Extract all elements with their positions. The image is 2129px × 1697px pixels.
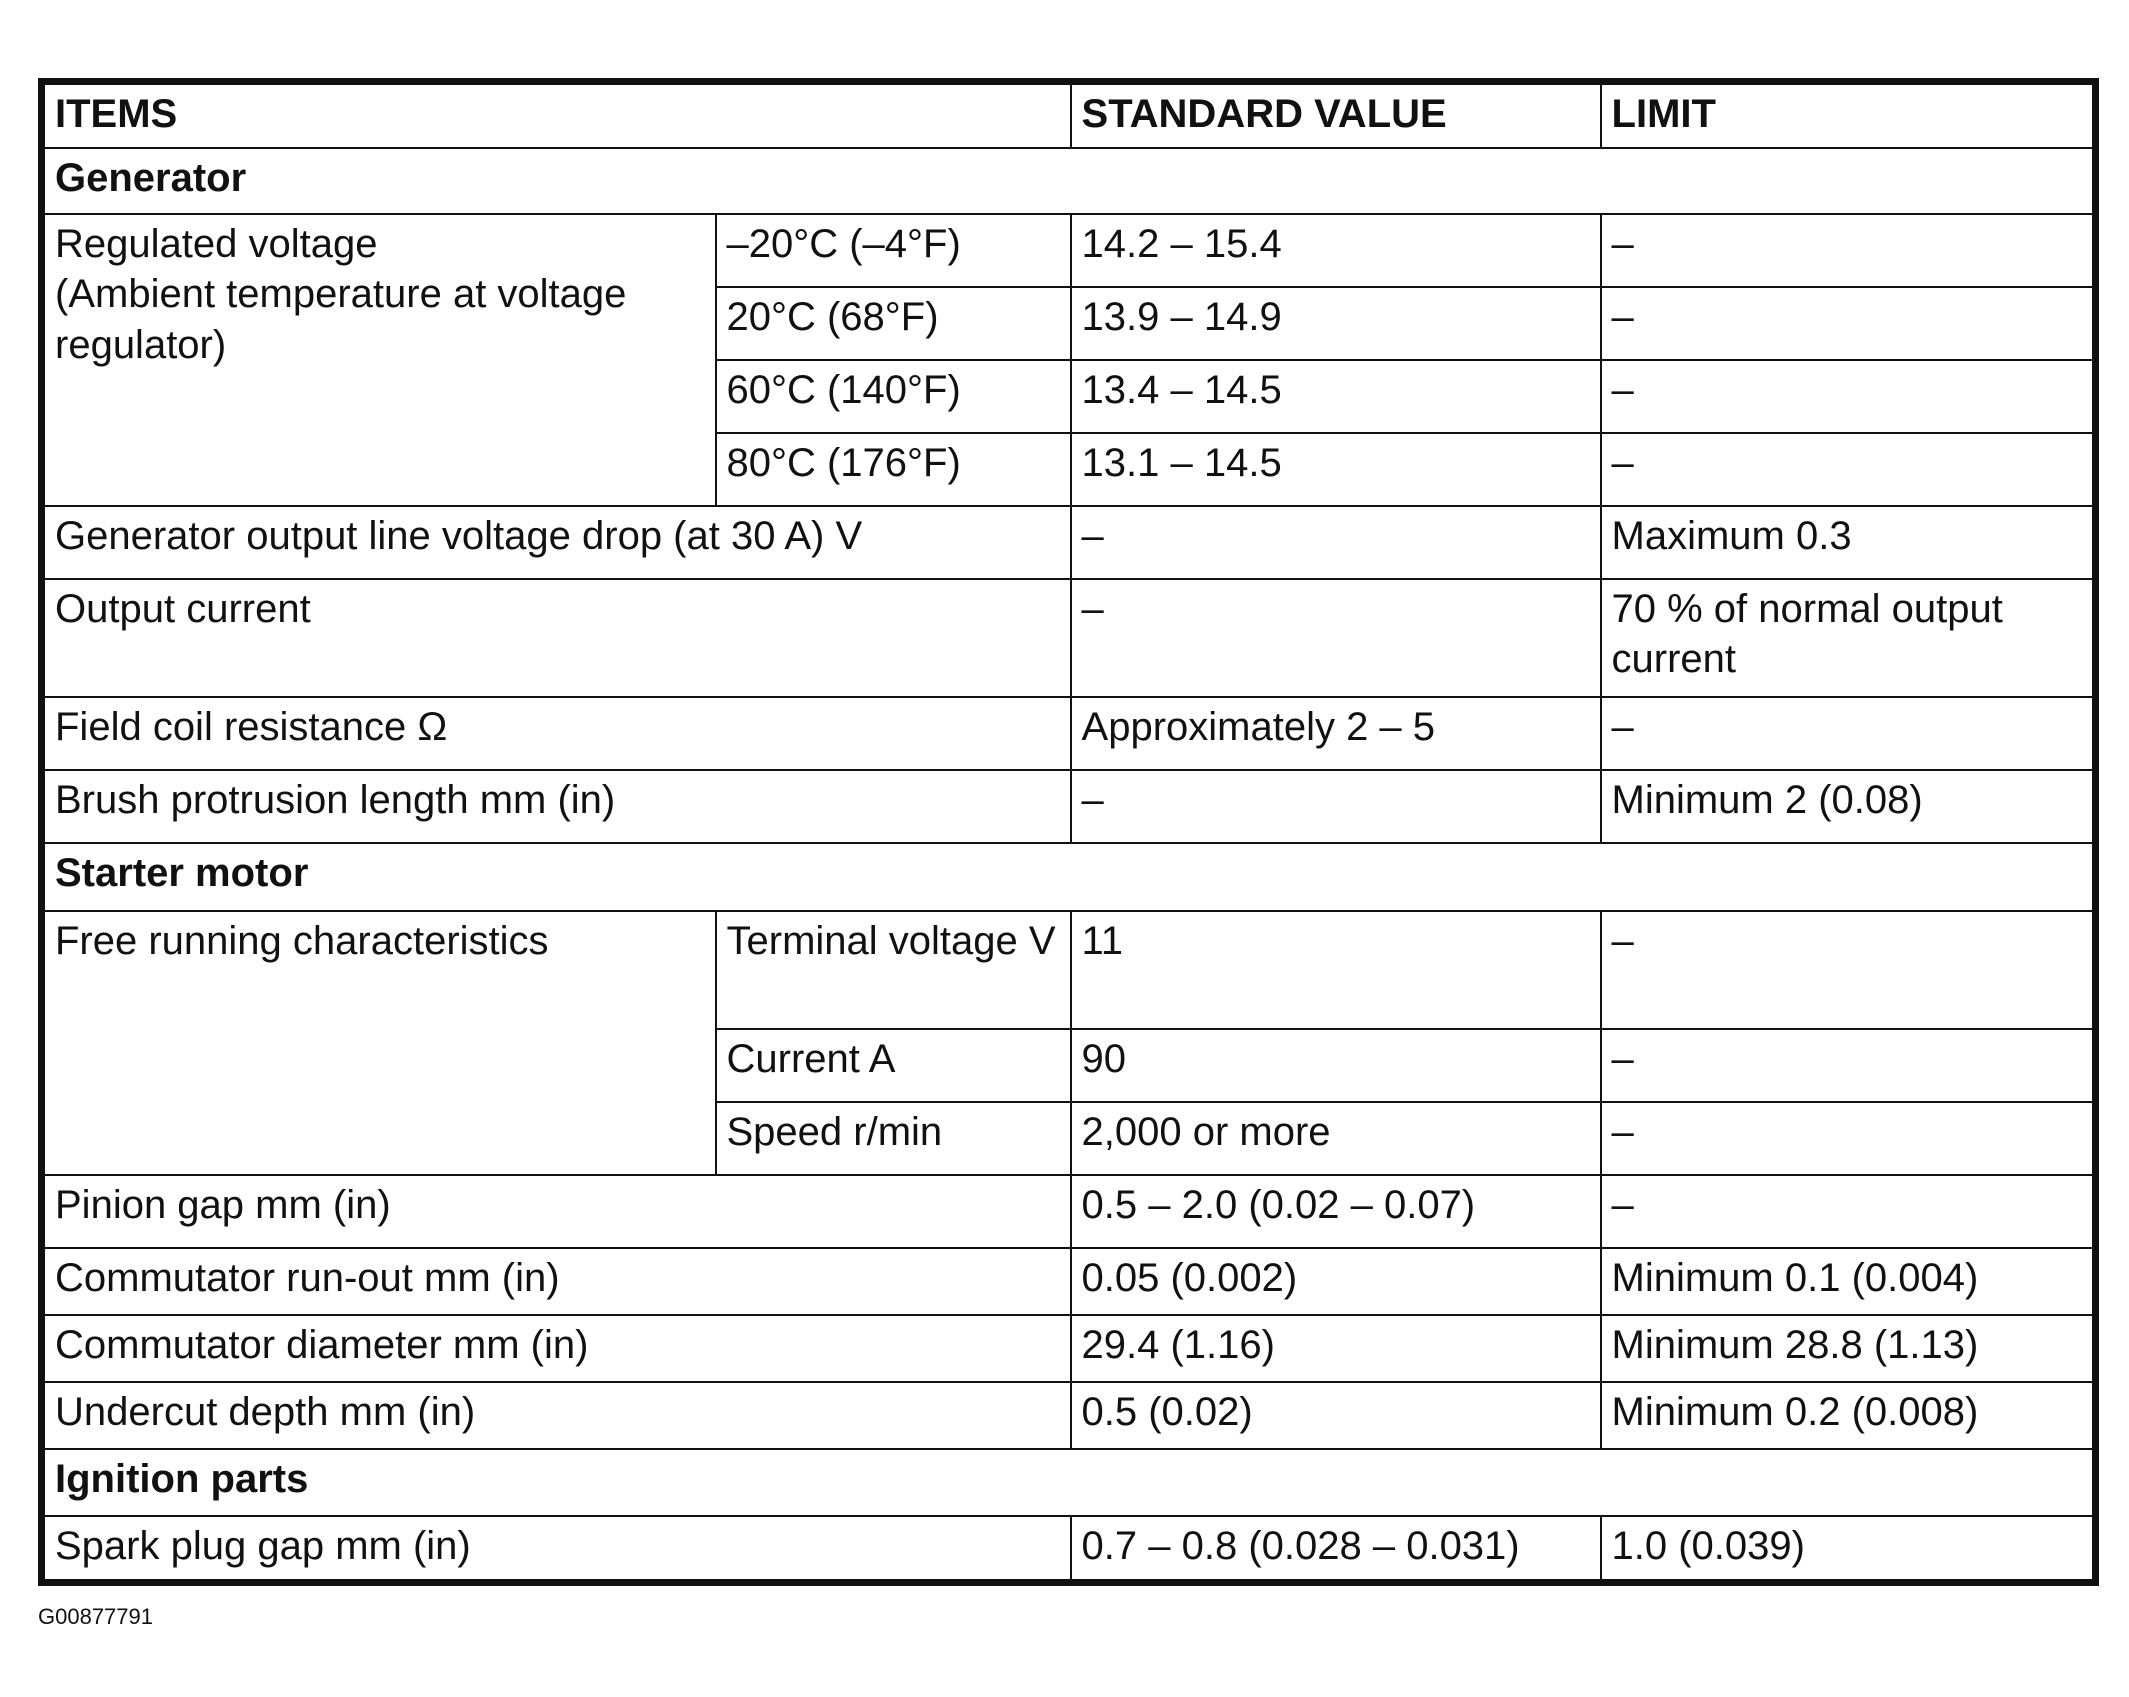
header-limit: LIMIT <box>1601 82 2096 148</box>
item-cell: Undercut depth mm (in) <box>42 1382 1071 1449</box>
table-header-row <box>42 82 2096 148</box>
section-row-ignition-parts <box>42 1449 2096 1516</box>
table-row <box>42 1175 2096 1248</box>
item-cell: Commutator run-out mm (in) <box>42 1248 1071 1315</box>
table-row <box>42 1315 2096 1382</box>
item-cell: Brush protrusion length mm (in) <box>42 770 1071 843</box>
table-row <box>42 214 2096 287</box>
temp-cell: 80°C (176°F) <box>716 433 1071 506</box>
limit-cell: Minimum 28.8 (1.13) <box>1601 1315 2096 1382</box>
limit-cell: Maximum 0.3 <box>1601 506 2096 579</box>
standard-cell: – <box>1071 506 1601 579</box>
section-row-starter-motor <box>42 843 2096 911</box>
limit-cell: – <box>1601 360 2096 433</box>
standard-cell: 13.9 – 14.9 <box>1071 287 1601 360</box>
limit-cell: Minimum 2 (0.08) <box>1601 770 2096 843</box>
limit-cell: – <box>1601 697 2096 770</box>
param-cell: Current A <box>716 1029 1071 1102</box>
limit-cell: – <box>1601 1175 2096 1248</box>
header-items: ITEMS <box>42 82 1071 148</box>
standard-cell: – <box>1071 579 1601 697</box>
free-running-label: Free running characteristics <box>42 911 716 1175</box>
limit-cell: Minimum 0.1 (0.004) <box>1601 1248 2096 1315</box>
regulated-voltage-label <box>42 214 716 506</box>
table-row <box>42 770 2096 843</box>
limit-cell: – <box>1601 911 2096 1029</box>
section-title-generator: Generator <box>42 148 2096 214</box>
table-row <box>42 1248 2096 1315</box>
standard-cell: 0.05 (0.002) <box>1071 1248 1601 1315</box>
limit-cell: – <box>1601 214 2096 287</box>
standard-cell: 11 <box>1071 911 1601 1029</box>
item-cell: Commutator diameter mm (in) <box>42 1315 1071 1382</box>
temp-cell: –20°C (–4°F) <box>716 214 1071 287</box>
header-standard-value: STANDARD VALUE <box>1071 82 1601 148</box>
standard-cell: 14.2 – 15.4 <box>1071 214 1601 287</box>
limit-cell: Minimum 0.2 (0.008) <box>1601 1382 2096 1449</box>
item-cell: Generator output line voltage drop (at 30 A) V <box>42 506 1071 579</box>
specifications-table <box>38 78 2099 1586</box>
standard-cell: Approximately 2 – 5 <box>1071 697 1601 770</box>
limit-cell: – <box>1601 433 2096 506</box>
table-row <box>42 1382 2096 1449</box>
table-row <box>42 579 2096 697</box>
standard-cell: 13.1 – 14.5 <box>1071 433 1601 506</box>
param-cell: Speed r/min <box>716 1102 1071 1175</box>
param-cell: Terminal voltage V <box>716 911 1071 1029</box>
standard-cell: 0.5 (0.02) <box>1071 1382 1601 1449</box>
limit-cell: – <box>1601 1102 2096 1175</box>
standard-cell: 2,000 or more <box>1071 1102 1601 1175</box>
table-row <box>42 1516 2096 1583</box>
item-cell: Pinion gap mm (in) <box>42 1175 1071 1248</box>
limit-cell: 1.0 (0.039) <box>1601 1516 2096 1583</box>
standard-cell: 13.4 – 14.5 <box>1071 360 1601 433</box>
limit-cell: – <box>1601 287 2096 360</box>
figure-id: G00877791 <box>38 1604 153 1629</box>
section-row-generator <box>42 148 2096 214</box>
limit-cell: 70 % of normal output current <box>1601 579 2096 697</box>
standard-cell: 0.5 – 2.0 (0.02 – 0.07) <box>1071 1175 1601 1248</box>
item-cell: Output current <box>42 579 1071 697</box>
table-row <box>42 506 2096 579</box>
limit-cell: – <box>1601 1029 2096 1102</box>
table-row <box>42 911 2096 1029</box>
standard-cell: – <box>1071 770 1601 843</box>
item-cell: Spark plug gap mm (in) <box>42 1516 1071 1583</box>
section-title-ignition-parts: Ignition parts <box>42 1449 2096 1516</box>
regulated-voltage-text: Regulated voltage (Ambient temperature at voltage regulator) <box>55 221 627 368</box>
standard-cell: 0.7 – 0.8 (0.028 – 0.031) <box>1071 1516 1601 1583</box>
temp-cell: 20°C (68°F) <box>716 287 1071 360</box>
temp-cell: 60°C (140°F) <box>716 360 1071 433</box>
standard-cell: 29.4 (1.16) <box>1071 1315 1601 1382</box>
standard-cell: 90 <box>1071 1029 1601 1102</box>
item-cell: Field coil resistance Ω <box>42 697 1071 770</box>
table-row <box>42 697 2096 770</box>
section-title-starter-motor: Starter motor <box>42 843 2096 911</box>
